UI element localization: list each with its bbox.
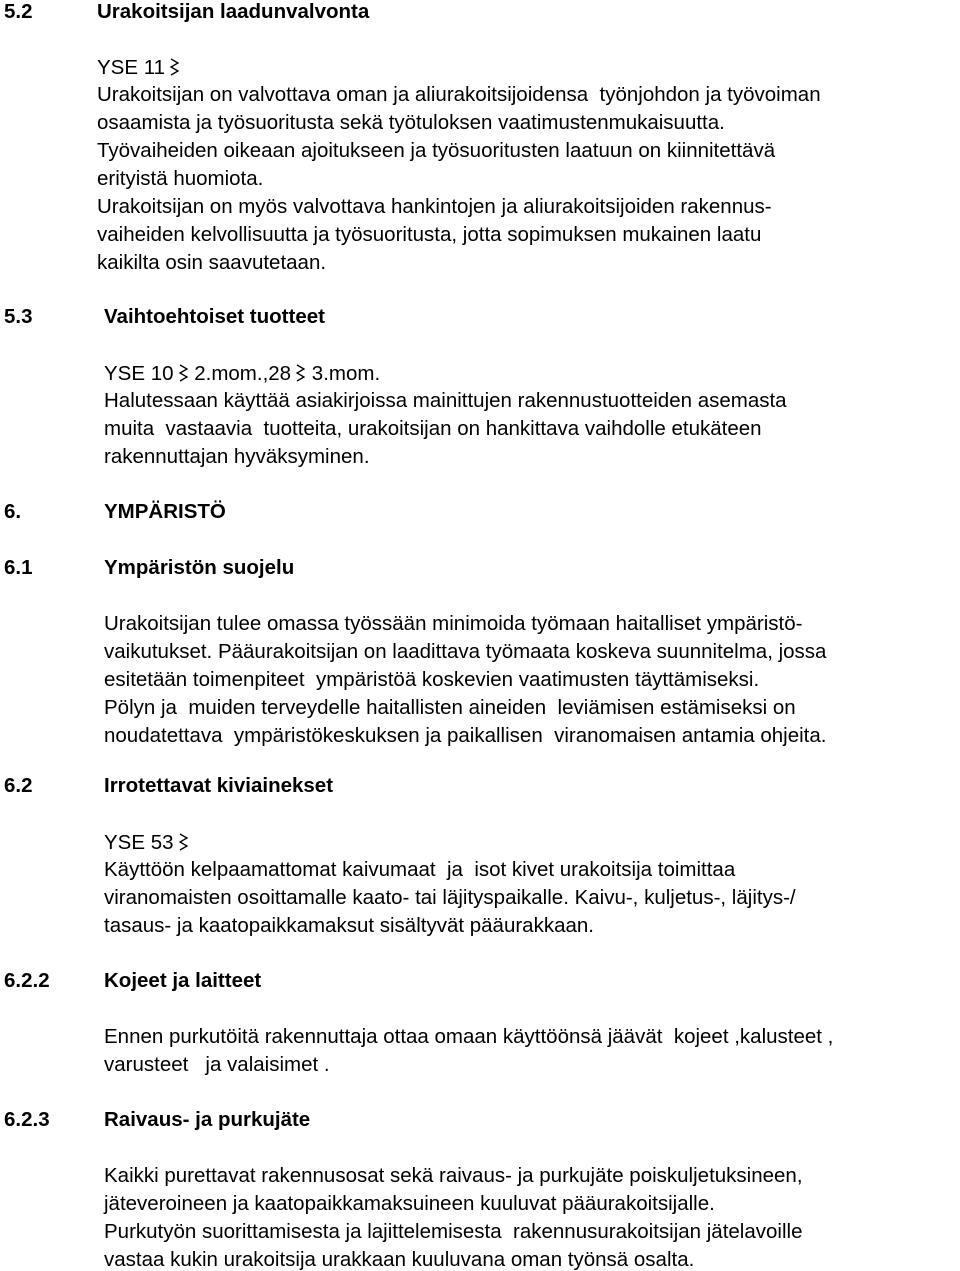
section-number-5-2: 5.2 [4,0,33,23]
paragraph-line: varusteet ja valaisimet . [104,1053,330,1076]
section-title-6: YMPÄRISTÖ [104,500,226,523]
paragraph-line: tasaus- ja kaatopaikkamaksut sisältyvät pääurakkaan. [104,914,594,937]
paragraph-line: vastaa kukin urakoitsija urakkaan kuuluvana oman työnsä osalta. [104,1248,695,1271]
paragraph-line: Käyttöön kelpaamattomat kaivumaat ja isot kivet urakoitsija toimittaa [104,858,736,881]
section-number-6-1: 6.1 [4,556,33,579]
reference-text: YSE 53 [104,831,174,854]
reference-yse-10 [104,363,380,385]
section-sign-icon [178,832,189,852]
section-title-6-2: Irrotettavat kiviainekset [104,774,334,797]
section-number-5-3: 5.3 [4,305,33,328]
section-number-6-2-2: 6.2.2 [4,969,50,992]
paragraph-line: viranomaisten osoittamalle kaato- tai läjityspaikalle. Kaivu-, kuljetus-, läjitys-/ [104,886,796,909]
reference-text: 2.mom.,28 [194,362,292,385]
paragraph-line: Urakoitsijan tulee omassa työssään minimoida työmaan haitalliset ympäristö- [104,612,803,635]
paragraph-line: Halutessaan käyttää asiakirjoissa mainittujen rakennustuotteiden asemasta [104,389,787,412]
section-title-5-3: Vaihtoehtoiset tuotteet [104,305,325,328]
section-sign-icon [178,363,189,383]
reference-yse-53 [104,832,189,854]
section-title-5-2: Urakoitsijan laadunvalvonta [97,0,370,23]
section-title-6-2-3: Raivaus- ja purkujäte [104,1108,311,1131]
reference-text: YSE 10 [104,362,174,385]
paragraph-line: Pölyn ja muiden terveydelle haitallisten aineiden leviämisen estämiseksi on [104,696,796,719]
paragraph-line: Purkutyön suorittamisesta ja lajittelemisesta rakennusurakoitsijan jätelavoille [104,1220,803,1243]
section-sign-icon [295,363,306,383]
paragraph-line: noudatettava ympäristökeskuksen ja paikallisen viranomaisen antamia ohjeita. [104,724,827,747]
section-title-6-2-2: Kojeet ja laitteet [104,969,262,992]
section-title-6-1: Ympäristön suojelu [104,556,295,579]
section-number-6-2: 6.2 [4,774,33,797]
section-number-6-2-3: 6.2.3 [4,1108,50,1131]
paragraph-line: esitetään toimenpiteet ympäristöä koskevien vaatimusten täyttämiseksi. [104,668,760,691]
paragraph-line: rakennuttajan hyväksyminen. [104,445,370,468]
paragraph-line: Urakoitsijan on myös valvottava hankintojen ja aliurakoitsijoiden rakennus- [97,195,772,218]
section-sign-icon [169,57,180,77]
section-number-6: 6. [4,500,22,523]
paragraph-line: erityistä huomiota. [97,167,264,190]
reference-yse-11 [97,57,180,79]
paragraph-line: Työvaiheiden oikeaan ajoitukseen ja työsuoritusten laatuun on kiinnitettävä [97,139,776,162]
paragraph-line: Ennen purkutöitä rakennuttaja ottaa omaan käyttöönsä jäävät kojeet ,kalusteet , [104,1025,834,1048]
paragraph-line: Kaikki purettavat rakennusosat sekä raivaus- ja purkujäte poiskuljetuksineen, [104,1164,803,1187]
reference-text: 3.mom. [311,362,381,385]
paragraph-line: osaamista ja työsuoritusta sekä työtuloksen vaatimustenmukaisuutta. [97,111,725,134]
paragraph-line: Urakoitsijan on valvottava oman ja aliurakoitsijoidensa työnjohdon ja työvoiman [97,83,821,106]
paragraph-line: jäteveroineen ja kaatopaikkamaksuineen kuuluvat pääurakoitsijalle. [104,1192,715,1215]
paragraph-line: kaikilta osin saavutetaan. [97,251,327,274]
reference-text: YSE 11 [97,56,165,79]
paragraph-line: vaikutukset. Pääurakoitsijan on laadittava työmaata koskeva suunnitelma, jossa [104,640,827,663]
paragraph-line: muita vastaavia tuotteita, urakoitsijan on hankittava vaihdolle etukäteen [104,417,762,440]
paragraph-line: vaiheiden kelvollisuutta ja työsuoritusta, jotta sopimuksen mukainen laatu [97,223,762,246]
